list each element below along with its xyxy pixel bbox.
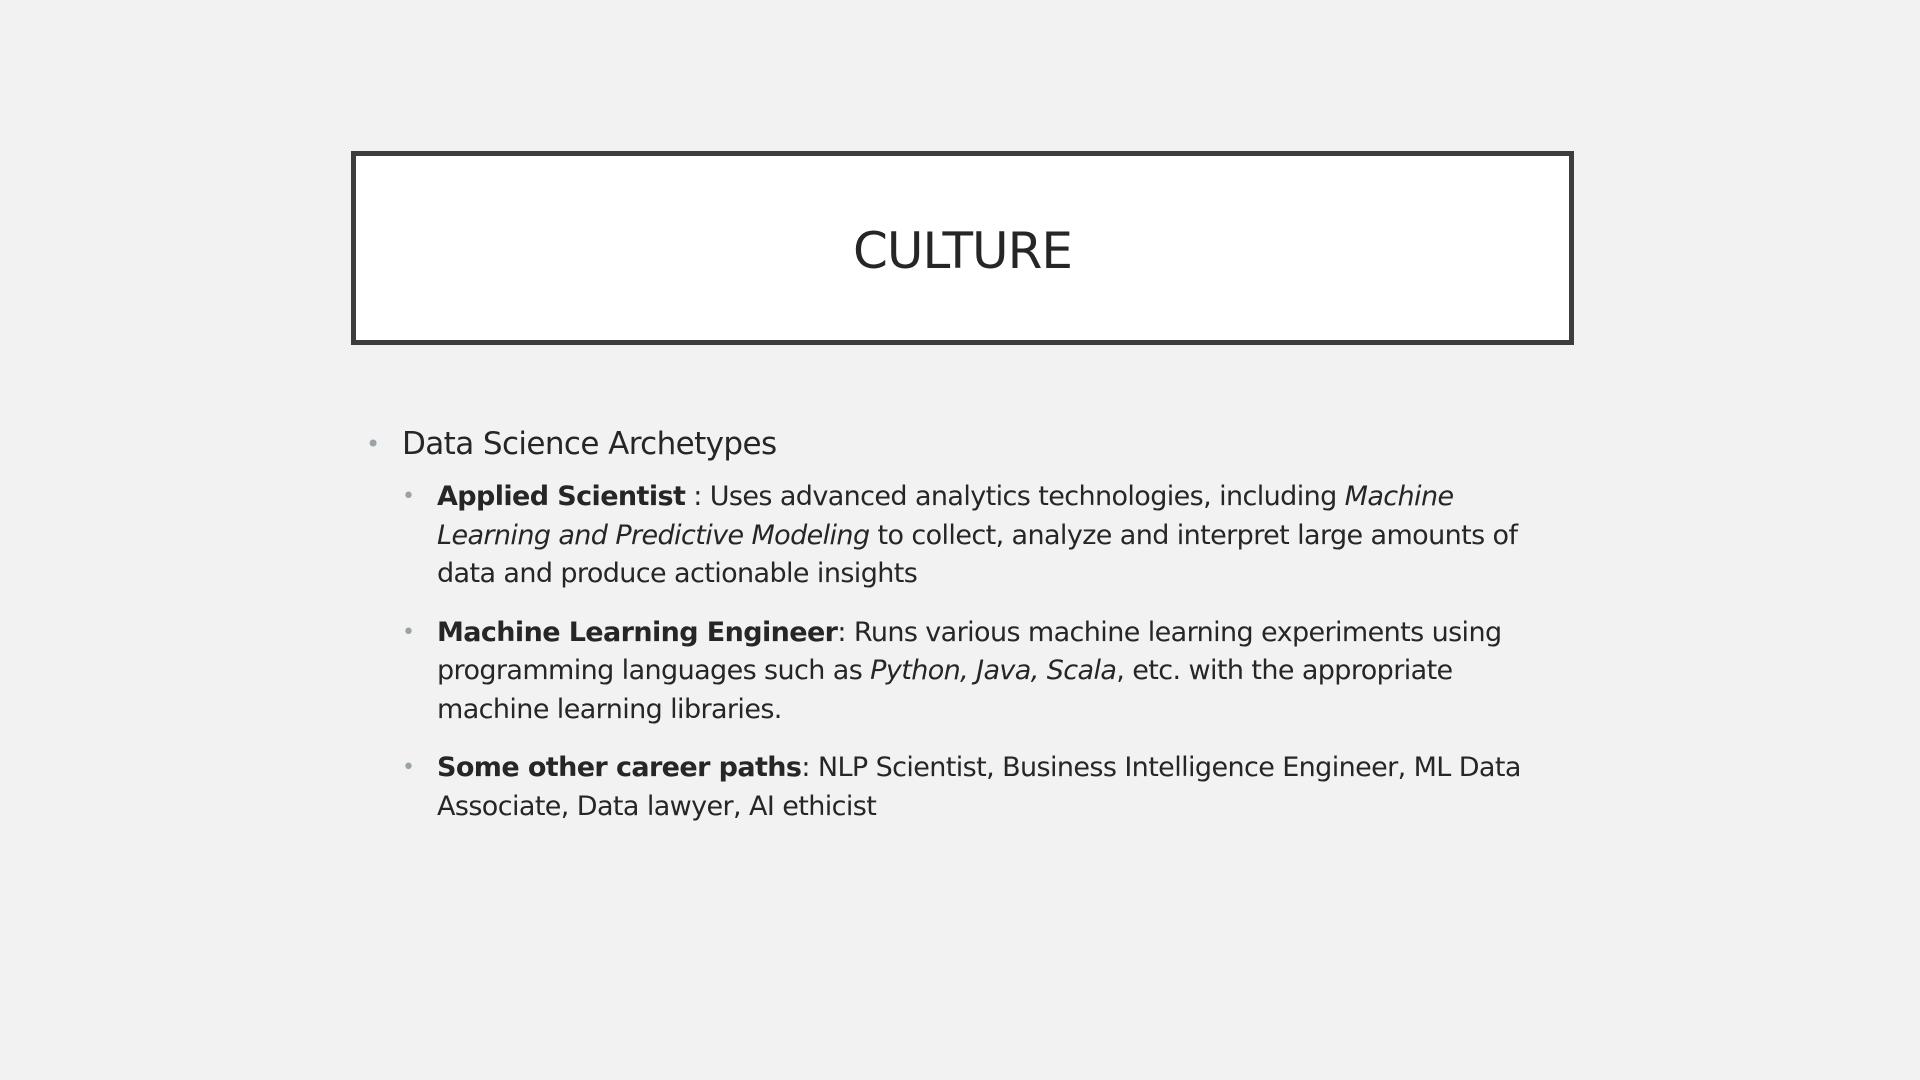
term-other-careers: Some other career paths	[437, 752, 802, 783]
title-box	[351, 151, 1574, 345]
description-text: NLP Scientist, Business Intelligence Engineer, ML Data Associate, Data lawyer, AI ethicist	[437, 752, 1521, 822]
slide-title: CULTURE	[853, 222, 1072, 280]
bullet-icon: •	[366, 430, 380, 458]
sub-bullet-other-careers	[402, 749, 1566, 826]
separator: :	[685, 481, 710, 512]
description-text: , etc. with the appropriate machine learning libraries.	[437, 655, 1453, 725]
sub-bullet-applied-scientist	[402, 478, 1566, 594]
description-text: Uses advanced analytics technologies, including	[709, 481, 1345, 512]
bullet-heading: Data Science Archetypes	[402, 426, 777, 462]
description-italic: Python, Java, Scala	[870, 655, 1117, 686]
description-text: Runs various machine learning experiments using programming languages such as	[437, 616, 1502, 686]
description-text: to collect, analyze and interpret large amounts of data and produce actionable insights	[437, 519, 1518, 589]
bullet-item-archetypes	[366, 420, 1566, 468]
term-applied-scientist: Applied Scientist	[437, 481, 686, 512]
description-italic: Machine Learning and Predictive Modeling	[437, 481, 1454, 551]
separator: :	[837, 616, 854, 648]
bullet-icon: •	[402, 619, 415, 645]
separator: :	[801, 752, 818, 783]
term-ml-engineer: Machine Learning Engineer	[437, 616, 838, 648]
sub-bullet-ml-engineer	[402, 614, 1566, 730]
slide-content	[366, 420, 1566, 846]
bullet-icon: •	[402, 755, 415, 780]
bullet-icon: •	[402, 484, 415, 509]
